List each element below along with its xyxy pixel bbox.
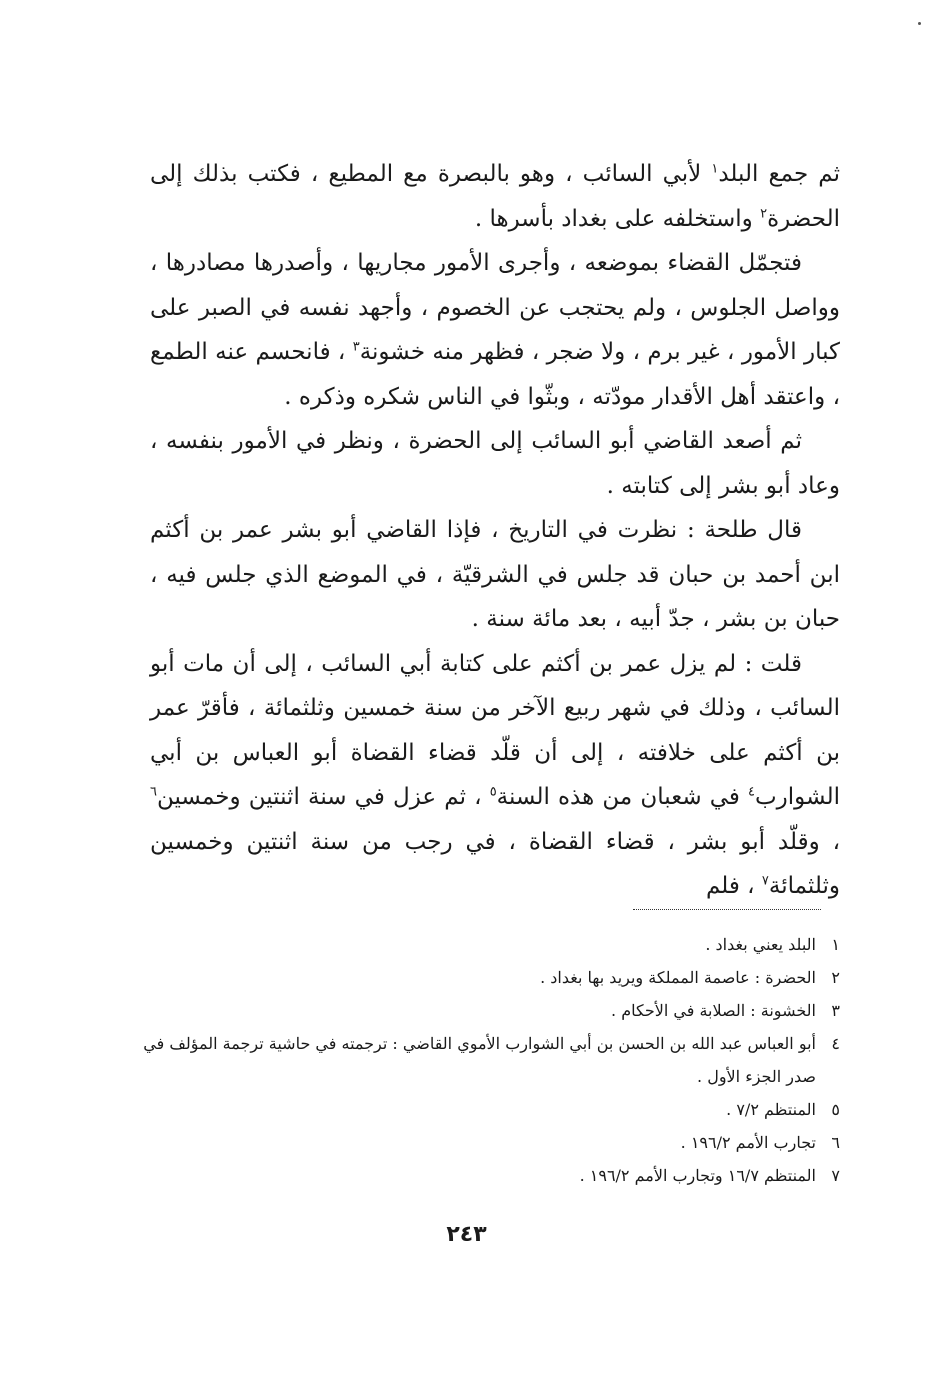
paragraph-text: ، وقلّد أبو بشر ، قضاء القضاة ، في رجب من سنة اثنتين وخمسين وثلثمائة (150, 828, 840, 899)
footnote-text: الحضرة : عاصمة المملكة ويريد بها بغداد . (540, 968, 816, 987)
paragraph-text: فتجمّل القضاء بموضعه ، وأجرى الأمور مجاريها ، وأصدرها مصادرها ، وواصل الجلوس ، ولم يحتجب عن الخصوم ، وأجهد نفسه في الصبر على كبار الأمور ، غير برم ، ولا ضجر ، فظهر منه خشونة (150, 250, 841, 365)
paragraph-1 (150, 152, 840, 241)
footnote-ref-1: ١ (711, 161, 719, 177)
footnotes-block (140, 928, 840, 1192)
footnote-item (140, 994, 840, 1027)
paragraph-text: قلت : لم يزل عمر بن أكثم على كتابة أبي السائب ، إلى أن مات أبو السائب ، وذلك في شهر ربيع الآخر من سنة خمسين وثلثمائة ، فأقرّ عمر بن أكثم على خلافته ، إلى أن قلّد قضاء القضاة أبو العباس بن أبي الشوارب (150, 650, 840, 810)
corner-mark (918, 22, 921, 25)
paragraph-text: ، فانحسم عنه الطمع ، واعتقد أهل الأقدار مودّته ، وبثّوا في الناس شكره وذكره . (150, 339, 840, 410)
footnote-ref-6: ٦ (150, 784, 157, 800)
paragraph-text: لأبي السائب ، وهو بالبصرة مع المطيع ، فكتب بذلك إلى الحضرة (150, 161, 840, 232)
page-number: ٢٤٣ (446, 1222, 487, 1247)
footnote-item (140, 928, 840, 961)
footnote-item (140, 961, 840, 994)
footnote-number: ٧ (831, 1166, 840, 1185)
paragraph-text: ثم أصعد القاضي أبو السائب إلى الحضرة ، ونظر في الأمور بنفسه ، وعاد أبو بشر إلى كتابته . (150, 428, 840, 499)
paragraph-text: واستخلفه على بغداد بأسرها . (474, 205, 761, 232)
paragraph-4 (150, 508, 840, 642)
paragraph-text: ، فلم (705, 873, 762, 899)
footnote-text: تجارب الأمم ١٩٦/٢ . (680, 1133, 816, 1152)
paragraph-text: قال طلحة : نظرت في التاريخ ، فإذا القاضي أبو بشر عمر بن أكثم ابن أحمد بن حبان قد جلس في الشرقيّة ، في الموضع الذي جلس فيه ، حبان بن بشر ، جدّ أبيه ، بعد مائة سنة . (150, 517, 840, 632)
footnote-number: ٤ (831, 1034, 840, 1053)
footnote-item (140, 1093, 840, 1126)
paragraph-text: في شعبان من هذه السنة (496, 784, 749, 810)
footnote-ref-5: ٥ (489, 784, 497, 800)
paragraph-text: ، ثم عزل في سنة اثنتين وخمسين (156, 784, 490, 810)
paragraph-5 (150, 642, 840, 909)
paragraph-2 (150, 241, 840, 419)
paragraph-3 (150, 419, 840, 508)
footnote-number: ٦ (831, 1133, 840, 1152)
main-text-block (150, 152, 840, 909)
footnote-text: المنتظم ١٦/٧ وتجارب الأمم ١٩٦/٢ . (579, 1166, 816, 1185)
footnote-number: ١ (831, 935, 840, 954)
footnote-text: أبو العباس عبد الله بن الحسن بن أبي الشوارب الأموي القاضي : ترجمته في حاشية ترجمة المؤلف في صدر الجزء الأول . (143, 1034, 816, 1086)
footnote-text: الخشونة : الصلابة في الأحكام . (611, 1001, 816, 1020)
footnote-number: ٣ (831, 1001, 840, 1020)
footnote-item (140, 1126, 840, 1159)
paragraph-text: ثم جمع البلد (718, 161, 840, 187)
footnote-ref-2: ٢ (760, 205, 768, 221)
footnote-number: ٥ (831, 1100, 840, 1119)
footnote-divider (633, 909, 821, 910)
footnote-number: ٢ (831, 968, 840, 987)
footnote-item (140, 1159, 840, 1192)
footnote-ref-7: ٧ (761, 873, 769, 889)
footnote-text: المنتظم ٧/٢ . (726, 1100, 816, 1119)
footnote-ref-3: ٣ (352, 339, 360, 355)
footnote-text: البلد يعني بغداد . (705, 935, 816, 954)
footnote-item (140, 1027, 840, 1093)
footnote-ref-4: ٤ (748, 784, 756, 800)
